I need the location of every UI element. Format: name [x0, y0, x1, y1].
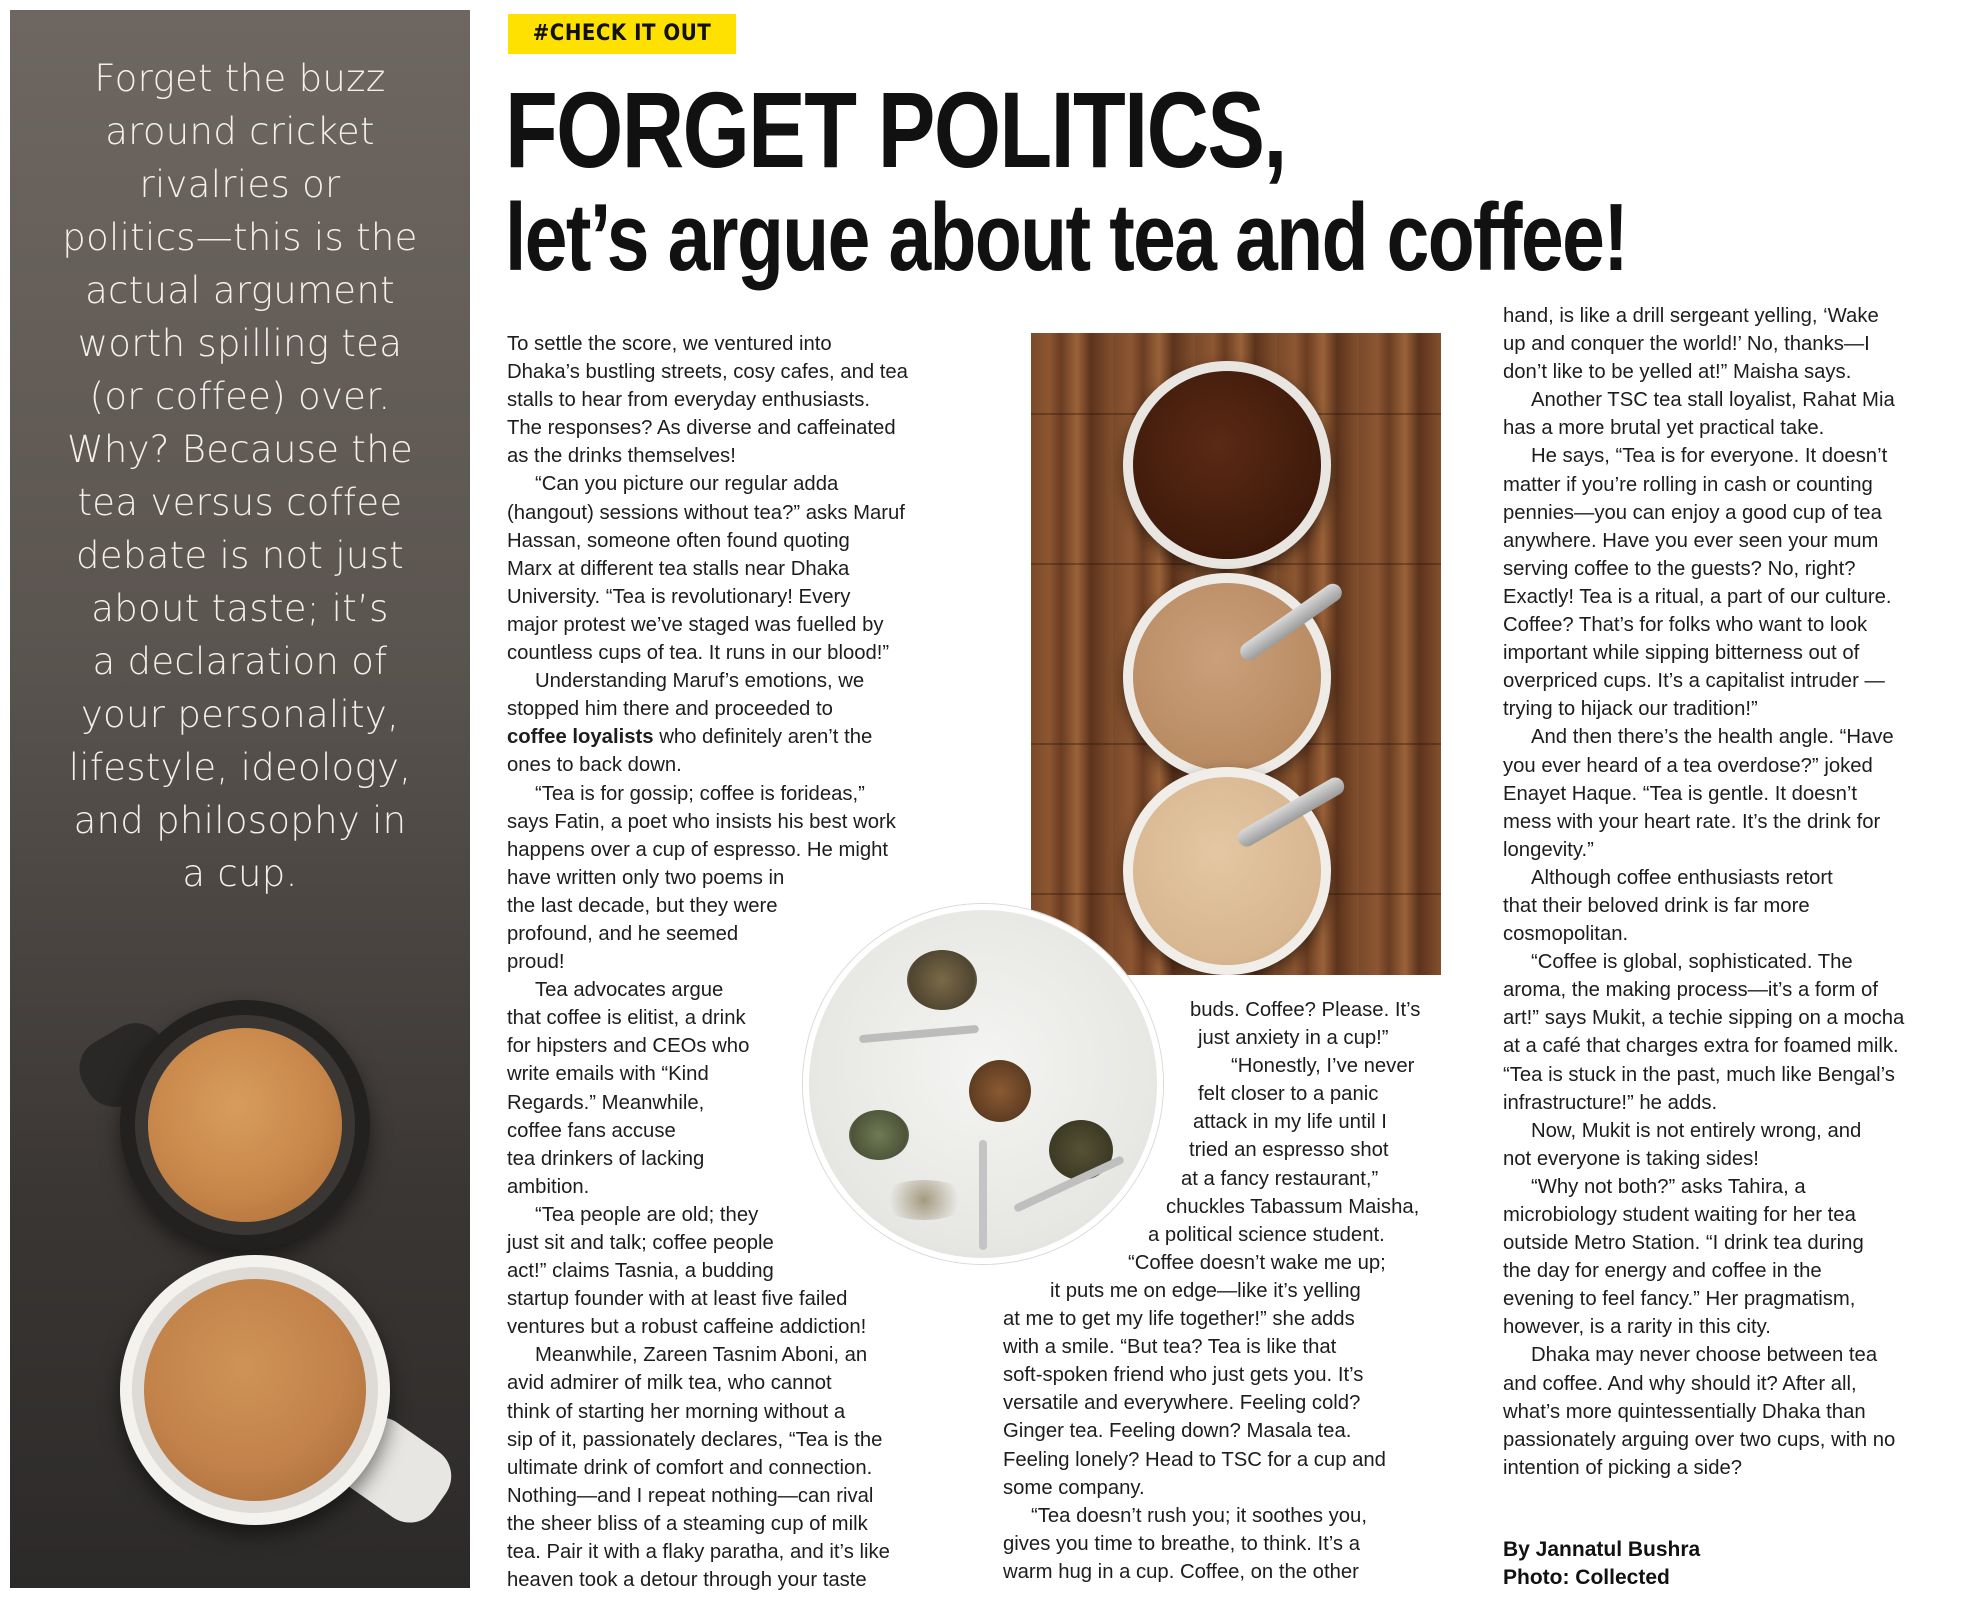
text-line: as the drinks themselves!: [507, 445, 736, 468]
text-line: sip of it, passionately declares, “Tea is the: [507, 1428, 883, 1451]
text-line: trying to hijack our tradition!”: [1503, 698, 1758, 721]
quote-line: a cup.: [182, 852, 298, 895]
text-line: tried an espresso shot: [1189, 1139, 1389, 1162]
text-line: heaven took a detour through your taste: [507, 1569, 867, 1592]
text-line: Now, Mukit is not entirely wrong, and: [1531, 1119, 1862, 1142]
text-line: attack in my life until I: [1193, 1111, 1387, 1134]
quote-line: rivalries or: [139, 163, 341, 206]
text-line: “Tea people are old; they: [535, 1203, 759, 1226]
text-line: aroma, the making process—it’s a form of: [1503, 979, 1878, 1002]
text-line: the day for energy and coffee in the: [1503, 1260, 1822, 1283]
quote-line: worth spilling tea: [77, 322, 403, 365]
text-line: anywhere. Have you ever seen your mum: [1503, 529, 1879, 552]
text-line: major protest we’ve staged was fuelled by: [507, 613, 884, 636]
text-line: “Tea is stuck in the past, much like Bengal’s: [1503, 1063, 1895, 1086]
text-line: has a more brutal yet practical take.: [1503, 417, 1825, 440]
text-line: versatile and everywhere. Feeling cold?: [1003, 1392, 1361, 1415]
text-line: Tea advocates argue: [535, 979, 724, 1002]
text-line: Dhaka’s bustling streets, cosy cafes, and tea: [507, 361, 908, 384]
text-line: Ginger tea. Feeling down? Masala tea.: [1003, 1420, 1352, 1443]
text-line: felt closer to a panic: [1198, 1083, 1379, 1106]
text-line: microbiology student waiting for her tea: [1503, 1204, 1856, 1226]
quote-line: your personality,: [80, 693, 400, 736]
quote-line: tea versus coffee: [77, 481, 403, 524]
text-line: Another TSC tea stall loyalist, Rahat Mia: [1531, 389, 1895, 412]
text-line: however, is a rarity in this city.: [1503, 1316, 1771, 1339]
text-line: proud!: [507, 951, 565, 974]
text-line: hand, is like a drill sergeant yelling, ‘Wake: [1503, 305, 1879, 327]
text-line: what’s more quintessentially Dhaka than: [1503, 1400, 1866, 1423]
text-line: Although coffee enthusiasts retort: [1531, 866, 1833, 889]
text-line: pennies—you can enjoy a good cup of tea: [1503, 501, 1882, 524]
tea-cup-image: [110, 1255, 440, 1545]
photo-credit: Photo: Collected: [1503, 1566, 1670, 1589]
text-line: that coffee is elitist, a drink: [507, 1007, 746, 1030]
text-line: tea drinkers of lacking: [507, 1147, 705, 1170]
text-line: startup founder with at least five failed: [507, 1288, 848, 1311]
text-line: Marx at different tea stalls near Dhaka: [507, 557, 850, 580]
article-column-3: [1503, 302, 1963, 1482]
text-line: write emails with “Kind: [507, 1063, 709, 1086]
text-line: for hipsters and CEOs who: [507, 1035, 750, 1058]
text-fragment: who definitely aren’t the: [659, 726, 873, 749]
text-line: He says, “Tea is for everyone. It doesn’t: [1531, 445, 1888, 468]
text-line: the sheer bliss of a steaming cup of milk: [507, 1512, 868, 1535]
headline-sub: let’s argue about tea and coffee!: [505, 184, 1628, 291]
text-line: ventures but a robust caffeine addiction!: [507, 1316, 867, 1339]
tea-cups-photo: [1031, 333, 1441, 975]
text-line: important while sipping bitterness out of: [1503, 642, 1860, 665]
quote-line: Forget the buzz: [94, 57, 386, 100]
quote-line: around cricket: [105, 110, 375, 153]
text-line: Dhaka may never choose between tea: [1531, 1344, 1878, 1367]
text-line: chuckles Tabassum Maisha,: [1166, 1195, 1420, 1218]
text-line: cosmopolitan.: [1503, 923, 1629, 946]
text-line: soft-spoken friend who just gets you. It’s: [1003, 1364, 1364, 1387]
text-line: a political science student.: [1148, 1223, 1385, 1246]
text-line: “Coffee is global, sophisticated. The: [1531, 951, 1853, 974]
text-line: Exactly! Tea is a ritual, a part of our culture.: [1503, 585, 1892, 608]
text-line: coffee fans accuse: [507, 1119, 676, 1142]
text-line: Feeling lonely? Head to TSC for a cup and: [1003, 1448, 1386, 1471]
text-line: Meanwhile, Zareen Tasnim Aboni, an: [535, 1344, 868, 1367]
text-line: it puts me on edge—like it’s yelling: [1050, 1279, 1361, 1302]
text-line: intention of picking a side?: [1503, 1456, 1743, 1479]
text-line: (hangout) sessions without tea?” asks Maruf: [507, 501, 905, 524]
text-line: longevity.”: [1503, 838, 1594, 861]
text-line: mess with your heart rate. It’s the drink for: [1503, 810, 1881, 833]
quote-line: (or coffee) over.: [89, 375, 391, 418]
text-line: Regards.” Meanwhile,: [507, 1091, 705, 1114]
text-line: think of starting her morning without a: [507, 1400, 846, 1423]
text-line: not everyone is taking sides!: [1503, 1147, 1759, 1170]
text-line: the last decade, but they were: [507, 894, 778, 917]
text-line: just anxiety in a cup!”: [1198, 1027, 1389, 1050]
text-line: profound, and he seemed: [507, 922, 739, 945]
text-line: up and conquer the world!’ No, thanks—I: [1503, 333, 1870, 356]
quote-line: debate is not just: [75, 534, 405, 577]
text-line: overpriced cups. It’s a capitalist intruder —: [1503, 670, 1885, 693]
text-line: Hassan, someone often found quoting: [507, 529, 850, 552]
text-line: ultimate drink of comfort and connection.: [507, 1456, 873, 1479]
text-line: have written only two poems in: [507, 866, 785, 889]
quote-line: Why? Because the: [66, 428, 414, 471]
headline-main: FORGET POLITICS,: [505, 69, 1286, 190]
text-line: Nothing—and I repeat nothing—can rival: [507, 1484, 874, 1507]
text-line: that their beloved drink is far more: [1503, 894, 1810, 917]
text-line: at a fancy restaurant,”: [1181, 1167, 1379, 1190]
text-line: buds. Coffee? Please. It’s: [1190, 999, 1421, 1021]
text-line: serving coffee to the guests? No, right?: [1503, 557, 1856, 580]
text-line: says Fatin, a poet who insists his best work: [507, 810, 896, 833]
text-line: “Honestly, I’ve never: [1231, 1055, 1415, 1078]
text-line: “Coffee doesn’t wake me up;: [1128, 1251, 1386, 1274]
text-line: just sit and talk; coffee people: [507, 1232, 774, 1254]
text-line: “Tea doesn’t rush you; it soothes you,: [1031, 1504, 1367, 1527]
author-credit: By Jannatul Bushra: [1503, 1538, 1701, 1561]
text-line: [507, 723, 957, 751]
text-line: stalls to hear from everyday enthusiasts.: [507, 389, 870, 412]
text-line: stopped him there and proceeded to: [507, 698, 833, 721]
text-line: infrastructure!” he adds.: [1503, 1091, 1718, 1114]
text-line: outside Metro Station. “I drink tea during: [1503, 1232, 1864, 1255]
text-line: with a smile. “But tea? Tea is like that: [1003, 1336, 1337, 1359]
text-line: at me to get my life together!” she adds: [1003, 1308, 1355, 1331]
text-line: “Tea is for gossip; coffee is forideas,”: [535, 782, 865, 805]
text-line: tea. Pair it with a flaky paratha, and it’s like: [507, 1541, 890, 1564]
text-line: The responses? As diverse and caffeinated: [507, 417, 896, 440]
text-line: Coffee? That’s for folks who want to look: [1503, 614, 1868, 637]
section-tag: #CHECK IT OUT: [508, 14, 736, 54]
text-line: warm hug in a cup. Coffee, on the other: [1003, 1560, 1359, 1583]
quote-line: lifestyle, ideology,: [68, 746, 412, 789]
text-line: “Can you picture our regular adda: [535, 473, 839, 496]
tea-cup-image: [80, 1000, 380, 1250]
text-line: ambition.: [507, 1175, 590, 1198]
text-line: To settle the score, we ventured into: [507, 333, 832, 355]
text-line: University. “Tea is revolutionary! Every: [507, 585, 851, 608]
text-line: countless cups of tea. It runs in our blood!”: [507, 642, 890, 665]
bold-phrase: coffee loyalists: [507, 726, 654, 749]
text-line: some company.: [1003, 1476, 1145, 1499]
text-line: and coffee. And why should it? After all,: [1503, 1372, 1857, 1395]
text-line: you ever heard of a tea overdose?” joked: [1503, 754, 1873, 777]
quote-line: actual argument: [85, 269, 395, 312]
byline: [1503, 1536, 1700, 1592]
text-line: ones to back down.: [507, 754, 682, 777]
text-line: And then there’s the health angle. “Have: [1531, 726, 1894, 749]
text-line: avid admirer of milk tea, who cannot: [507, 1372, 832, 1395]
text-line: matter if you’re rolling in cash or counting: [1503, 473, 1873, 496]
text-line: act!” claims Tasnia, a budding: [507, 1260, 774, 1283]
sidebar-panel: [10, 10, 470, 1588]
text-line: don’t like to be yelled at!” Maisha says.: [1503, 361, 1852, 384]
quote-line: and philosophy in: [73, 799, 407, 842]
text-line: passionately arguing over two cups, with no: [1503, 1428, 1896, 1451]
quote-line: politics—this is the: [62, 216, 418, 259]
text-line: at a café that charges extra for foamed milk.: [1503, 1035, 1899, 1058]
text-line: evening to feel fancy.” Her pragmatism,: [1503, 1288, 1856, 1311]
article-column-2: [1003, 996, 1443, 1586]
pull-quote: [50, 52, 430, 900]
text-line: Enayet Haque. “Tea is gentle. It doesn’t: [1503, 782, 1858, 805]
text-line: gives you time to breathe, to think. It’s a: [1003, 1532, 1360, 1555]
text-line: happens over a cup of espresso. He might: [507, 838, 889, 861]
text-line: “Why not both?” asks Tahira, a: [1531, 1175, 1806, 1198]
quote-line: about taste; it’s: [91, 587, 389, 630]
quote-line: a declaration of: [92, 640, 388, 683]
text-line: art!” says Mukit, a techie sipping on a mocha: [1503, 1007, 1905, 1030]
text-line: Understanding Maruf’s emotions, we: [535, 670, 865, 693]
